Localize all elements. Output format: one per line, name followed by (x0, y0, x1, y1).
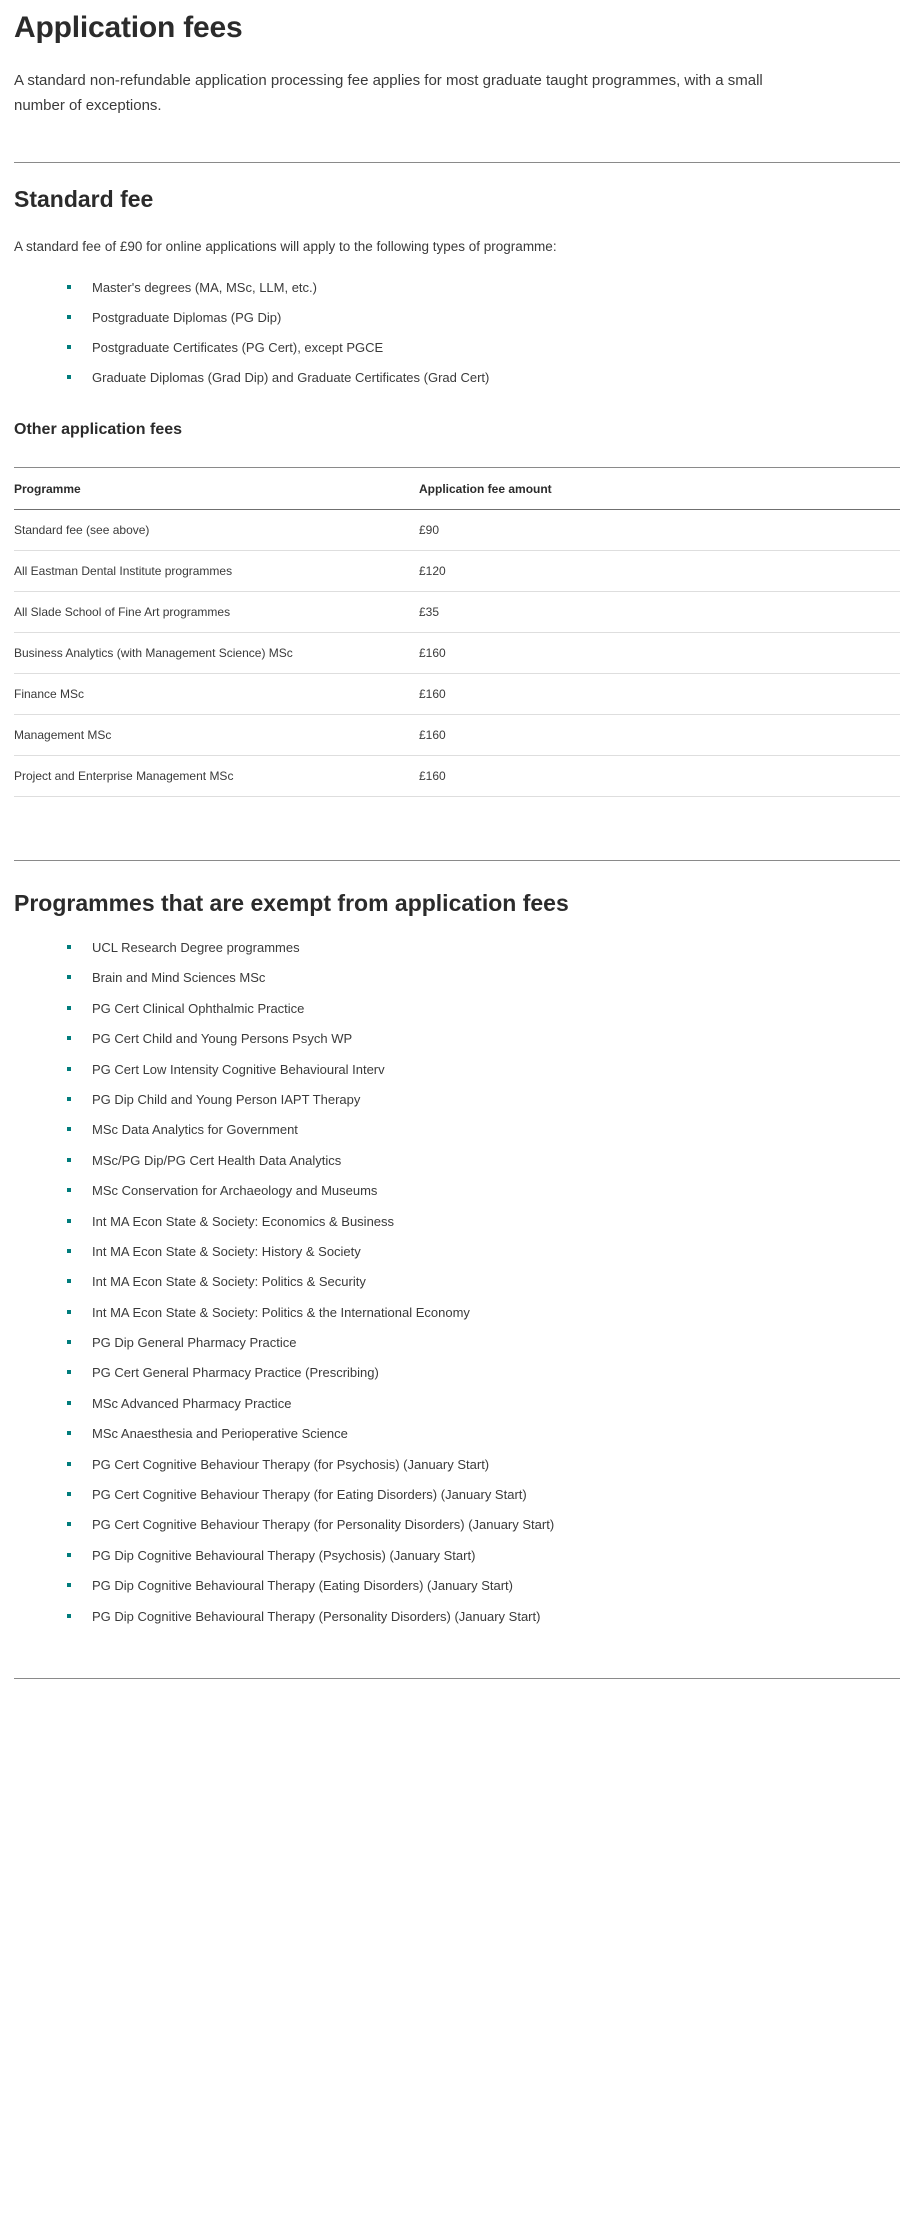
list-item-label: MSc Conservation for Archaeology and Museums (92, 1183, 378, 1199)
page-title: Application fees (14, 11, 243, 44)
list-item-label: Int MA Econ State & Society: History & Society (92, 1243, 361, 1259)
list-item-label: PG Cert Clinical Ophthalmic Practice (92, 1000, 305, 1016)
list-item (14, 939, 900, 969)
cell-amount: £120 (419, 551, 900, 592)
list-item-label: MSc Anaesthesia and Perioperative Science (92, 1426, 348, 1442)
list-item-label: Postgraduate Diplomas (PG Dip) (92, 310, 282, 325)
list-item (14, 1000, 900, 1030)
bullet-icon (67, 1340, 71, 1344)
list-item-label: PG Cert Cognitive Behaviour Therapy (for Psychosis) (January Start) (92, 1456, 490, 1472)
table-row (14, 592, 900, 633)
bullet-icon (67, 1158, 71, 1162)
list-item-label: PG Cert Cognitive Behaviour Therapy (for Eating Disorders) (January Start) (92, 1487, 527, 1503)
list-item-label: MSc Advanced Pharmacy Practice (92, 1395, 292, 1411)
bullet-icon (67, 1036, 71, 1040)
list-item (14, 969, 900, 999)
list-item-label: PG Cert Child and Young Persons Psych WP (92, 1031, 353, 1047)
list-item-label: Brain and Mind Sciences MSc (92, 970, 266, 986)
bullet-icon (67, 1431, 71, 1435)
exempt-heading: Programmes that are exempt from application fees (14, 890, 569, 916)
other-fees-heading: Other application fees (14, 421, 183, 438)
cell-amount: £90 (419, 510, 900, 551)
cell-programme: Finance MSc (14, 674, 419, 715)
cell-programme: All Slade School of Fine Art programmes (14, 592, 419, 633)
bullet-icon (67, 1583, 71, 1587)
bullet-icon (67, 1310, 71, 1314)
divider-bottom (14, 1678, 900, 1679)
bullet-icon (67, 285, 71, 289)
list-item (14, 1334, 900, 1364)
bullet-icon (67, 1492, 71, 1496)
table-row (14, 633, 900, 674)
cell-programme: Standard fee (see above) (14, 510, 419, 551)
list-item-label: PG Dip Cognitive Behavioural Therapy (Personality Disorders) (January Start) (92, 1608, 541, 1624)
bullet-icon (67, 1006, 71, 1010)
bullet-icon (67, 315, 71, 319)
table-row (14, 756, 900, 797)
bullet-icon (67, 1127, 71, 1131)
list-item (14, 339, 900, 369)
list-item (14, 1456, 900, 1486)
list-item-label: MSc/PG Dip/PG Cert Health Data Analytics (92, 1152, 342, 1168)
list-item (14, 1547, 900, 1577)
list-item (14, 1304, 900, 1334)
list-item (14, 309, 900, 339)
list-item (14, 1213, 900, 1243)
bullet-icon (67, 1522, 71, 1526)
list-item-label: PG Dip Cognitive Behavioural Therapy (Eating Disorders) (January Start) (92, 1578, 513, 1594)
bullet-icon (67, 1219, 71, 1223)
list-item (14, 1091, 900, 1121)
list-item-label: UCL Research Degree programmes (92, 940, 300, 955)
bullet-icon (67, 975, 71, 979)
column-header-amount: Application fee amount (419, 468, 900, 510)
list-item-label: Master's degrees (MA, MSc, LLM, etc.) (92, 280, 317, 295)
list-item-label: Graduate Diplomas (Grad Dip) and Graduate Certificates (Grad Cert) (92, 370, 490, 385)
page-container (0, 10, 920, 1679)
list-item (14, 1273, 900, 1303)
cell-programme: Business Analytics (with Management Science) MSc (14, 633, 419, 674)
list-item (14, 1577, 900, 1607)
list-item-label: PG Cert General Pharmacy Practice (Prescribing) (92, 1365, 379, 1381)
bullet-icon (67, 1401, 71, 1405)
cell-amount: £160 (419, 674, 900, 715)
list-item-label: PG Cert Cognitive Behaviour Therapy (for Personality Disorders) (January Start) (92, 1517, 555, 1533)
list-item-label: Postgraduate Certificates (PG Cert), except PGCE (92, 340, 384, 355)
cell-programme: Project and Enterprise Management MSc (14, 756, 419, 797)
bullet-icon (67, 375, 71, 379)
list-item (14, 1395, 900, 1425)
cell-amount: £160 (419, 633, 900, 674)
list-item (14, 1425, 900, 1455)
page-intro-text: A standard non-refundable application processing fee applies for most graduate taught programmes, with a small number of exceptions. (14, 72, 763, 114)
table-body (14, 510, 900, 797)
bullet-icon (67, 945, 71, 949)
cell-amount: £160 (419, 756, 900, 797)
list-item-label: PG Dip Child and Young Person IAPT Therapy (92, 1091, 361, 1107)
cell-amount: £35 (419, 592, 900, 633)
bullet-icon (67, 1462, 71, 1466)
table-row (14, 715, 900, 756)
bullet-icon (67, 1097, 71, 1101)
exempt-programmes-list (14, 939, 900, 1638)
list-item-label: MSc Data Analytics for Government (92, 1122, 298, 1138)
bullet-icon (67, 1279, 71, 1283)
table-header-row (14, 468, 900, 510)
standard-fee-list (14, 279, 900, 399)
list-item (14, 1152, 900, 1182)
bullet-icon (67, 1249, 71, 1253)
list-item-label: PG Cert Low Intensity Cognitive Behavioural Interv (92, 1061, 385, 1077)
list-item (14, 1243, 900, 1273)
application-fees-table (14, 467, 900, 797)
cell-programme: All Eastman Dental Institute programmes (14, 551, 419, 592)
table-row (14, 510, 900, 551)
list-item (14, 1364, 900, 1394)
list-item (14, 1516, 900, 1546)
cell-amount: £160 (419, 715, 900, 756)
bullet-icon (67, 1553, 71, 1557)
list-item (14, 369, 900, 399)
table-header (14, 468, 900, 510)
list-item (14, 1030, 900, 1060)
list-item (14, 1061, 900, 1091)
table-row (14, 674, 900, 715)
list-item-label: Int MA Econ State & Society: Economics & Business (92, 1213, 395, 1229)
cell-programme: Management MSc (14, 715, 419, 756)
list-item (14, 1182, 900, 1212)
table-row (14, 551, 900, 592)
list-item (14, 1486, 900, 1516)
bullet-icon (67, 345, 71, 349)
list-item-label: PG Dip General Pharmacy Practice (92, 1335, 297, 1351)
bullet-icon (67, 1188, 71, 1192)
list-item-label: Int MA Econ State & Society: Politics & Security (92, 1274, 366, 1290)
list-item (14, 279, 900, 309)
bullet-icon (67, 1614, 71, 1618)
bullet-icon (67, 1370, 71, 1374)
list-item-label: PG Dip Cognitive Behavioural Therapy (Psychosis) (January Start) (92, 1547, 476, 1563)
list-item-label: Int MA Econ State & Society: Politics & the International Economy (92, 1304, 470, 1320)
standard-fee-heading: Standard fee (14, 186, 154, 212)
bullet-icon (67, 1067, 71, 1071)
standard-fee-lede: A standard fee of £90 for online applications will apply to the following types of programme: (14, 239, 557, 254)
list-item (14, 1121, 900, 1151)
column-header-programme: Programme (14, 468, 419, 510)
list-item (14, 1608, 900, 1638)
